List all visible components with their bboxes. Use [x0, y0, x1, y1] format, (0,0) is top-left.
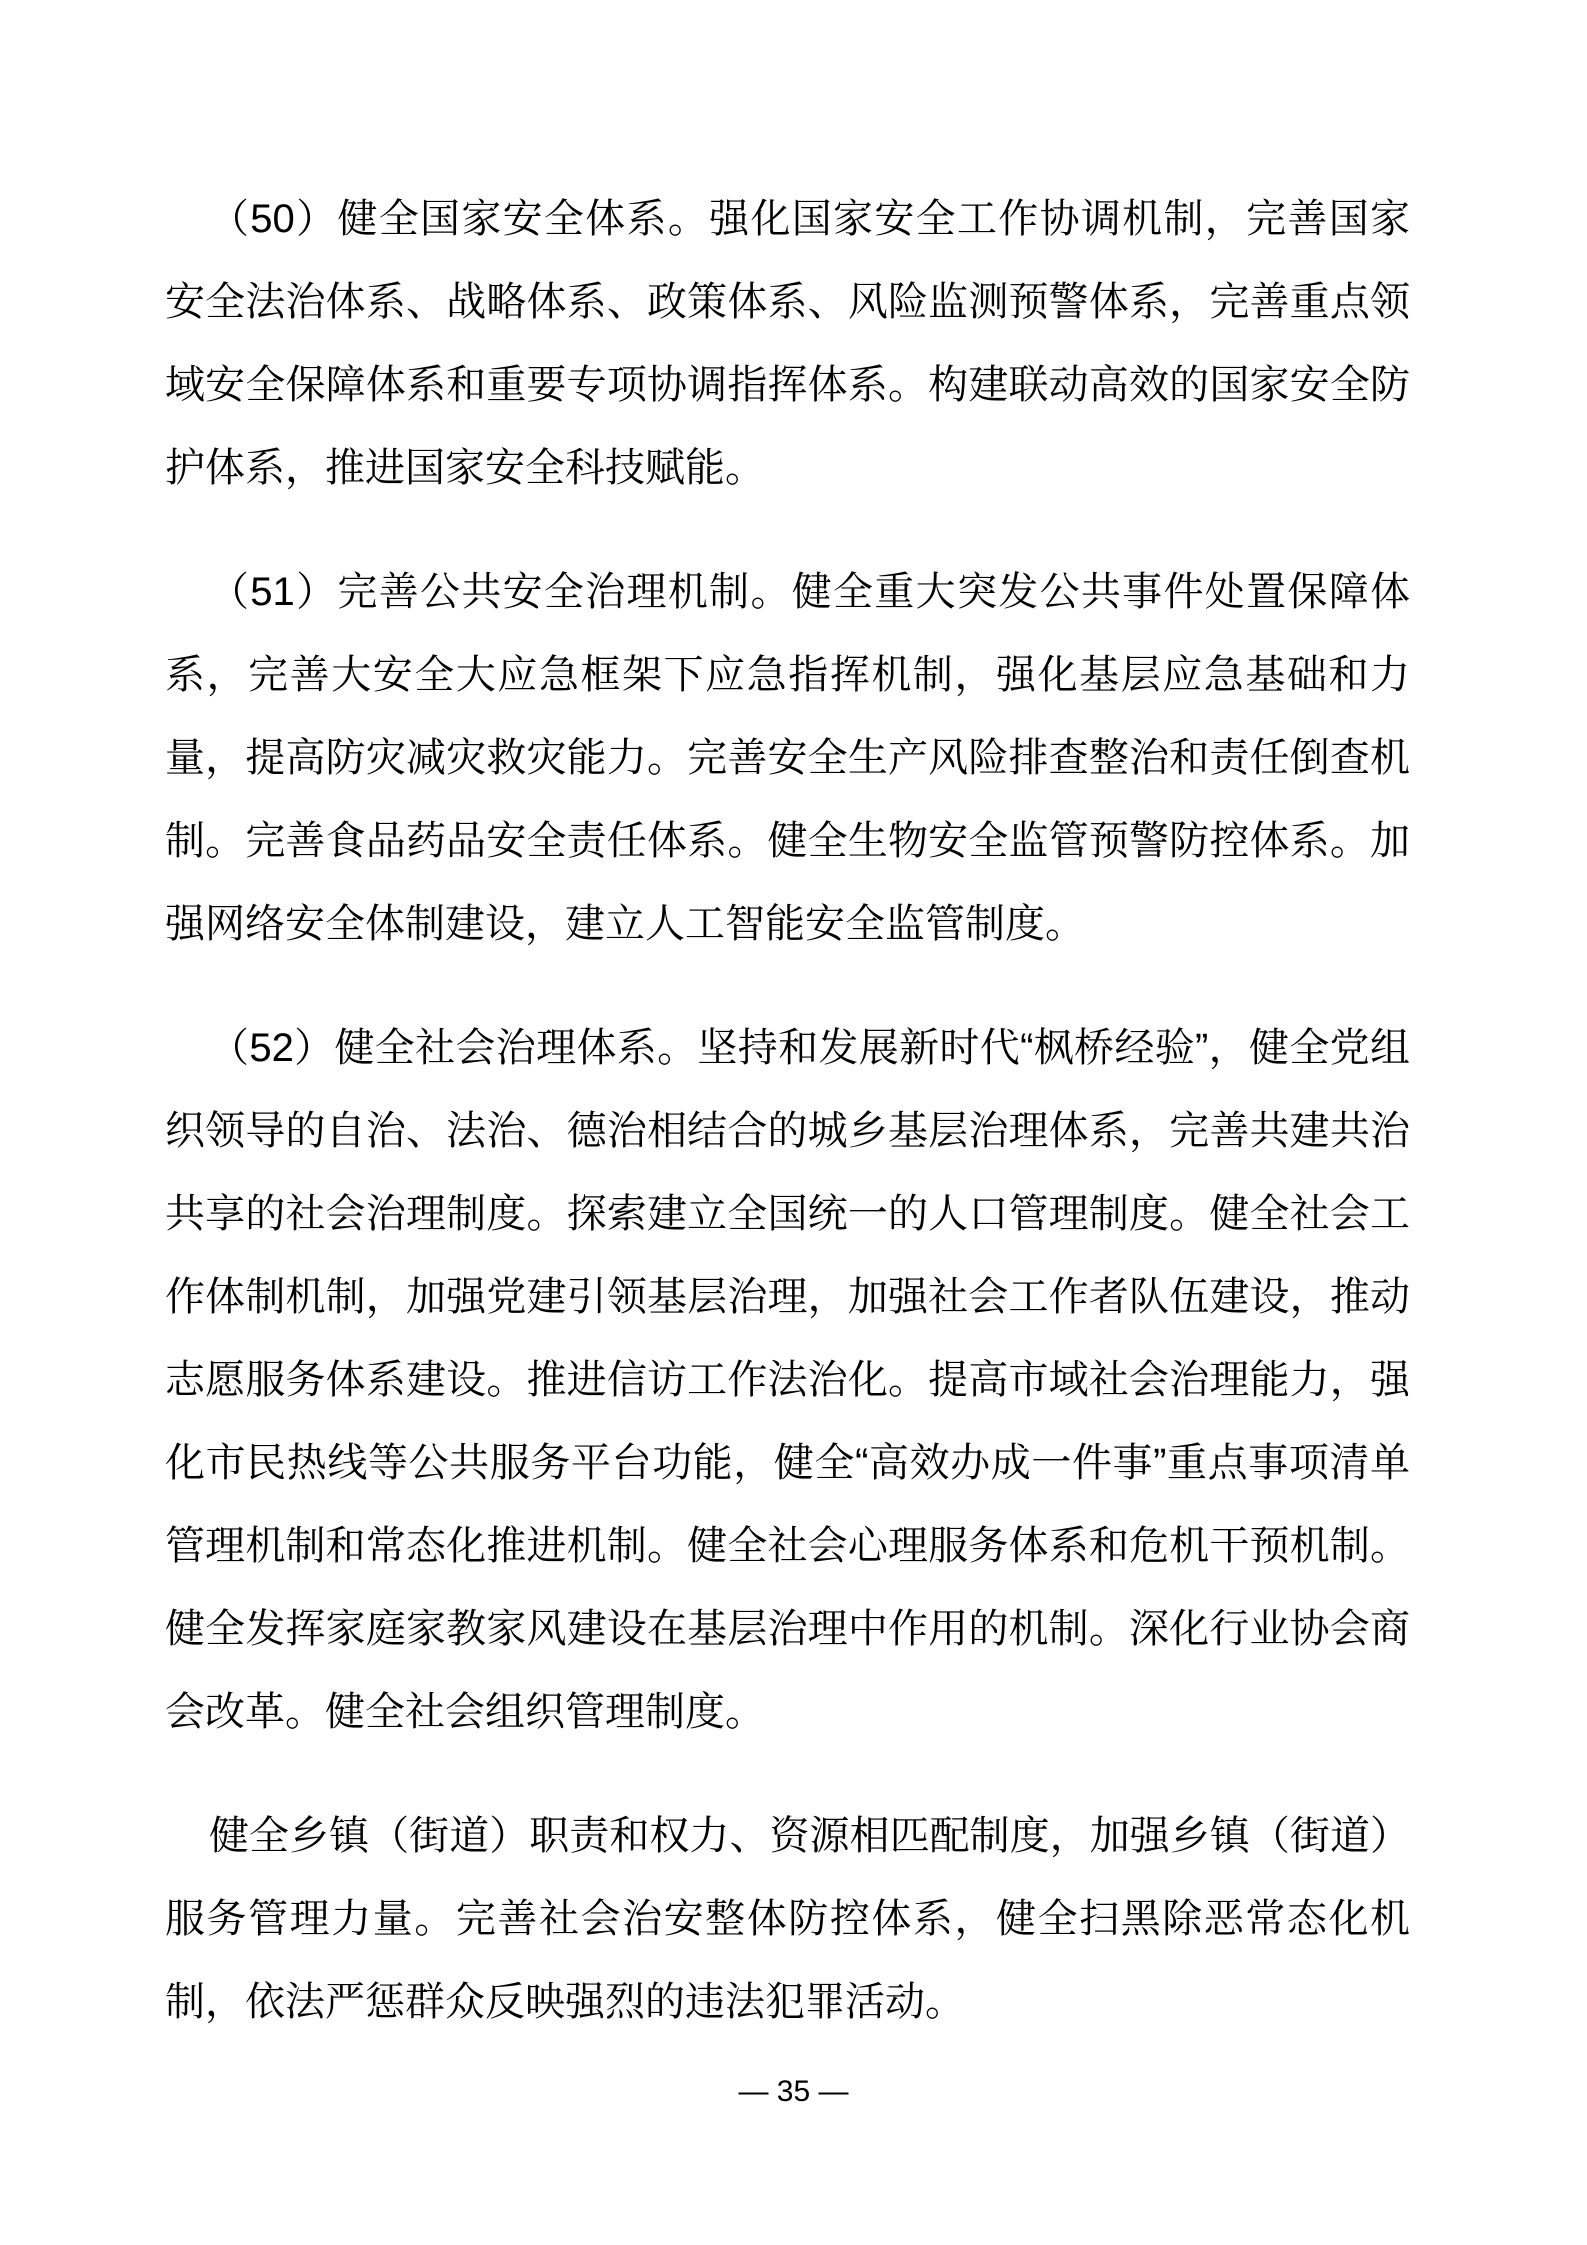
- paragraph-item-50: （50）健全国家安全体系。强化国家安全工作协调机制，完善国家安全法治体系、战略体系、政策体系、风险监测预警体系，完善重点领域安全保障体系和重要专项协调指挥体系。构建联动高效的国家安全防护体系，推进国家安全科技赋能。: [165, 197, 1410, 490]
- document-body: [165, 178, 1410, 2085]
- paragraph-item-52: （52）健全社会治理体系。坚持和发展新时代“枫桥经验”，健全党组织领导的自治、法治、德治相结合的城乡基层治理体系，完善共建共治共享的社会治理制度。探索建立全国统一的人口管理制度。健全社会工作体制机制，加强党建引领基层治理，加强社会工作者队伍建设，推动志愿服务体系建设。推进信访工作法治化。提高市域社会治理能力，强化市民热线等公共服务平台功能，健全“高效办成一件事”重点事项清单管理机制和常态化推进机制。健全社会心理服务体系和危机干预机制。健全发挥家庭家教家风建设在基层治理中作用的机制。深化行业协会商会改革。健全社会组织管理制度。: [165, 1026, 1410, 1734]
- page-number: — 35 —: [738, 2075, 849, 2108]
- paragraph-township: 健全乡镇（街道）职责和权力、资源相匹配制度，加强乡镇（街道）服务管理力量。完善社会治安整体防控体系，健全扫黑除恶常态化机制，依法严惩群众反映强烈的违法犯罪活动。: [165, 1814, 1410, 2024]
- paragraph-item-51: （51）完善公共安全治理机制。健全重大突发公共事件处置保障体系，完善大安全大应急框架下应急指挥机制，强化基层应急基础和力量，提高防灾减灾救灾能力。完善安全生产风险排查整治和责任倒查机制。完善食品药品安全责任体系。健全生物安全监管预警防控体系。加强网络安全体制建设，建立人工智能安全监管制度。: [165, 570, 1410, 946]
